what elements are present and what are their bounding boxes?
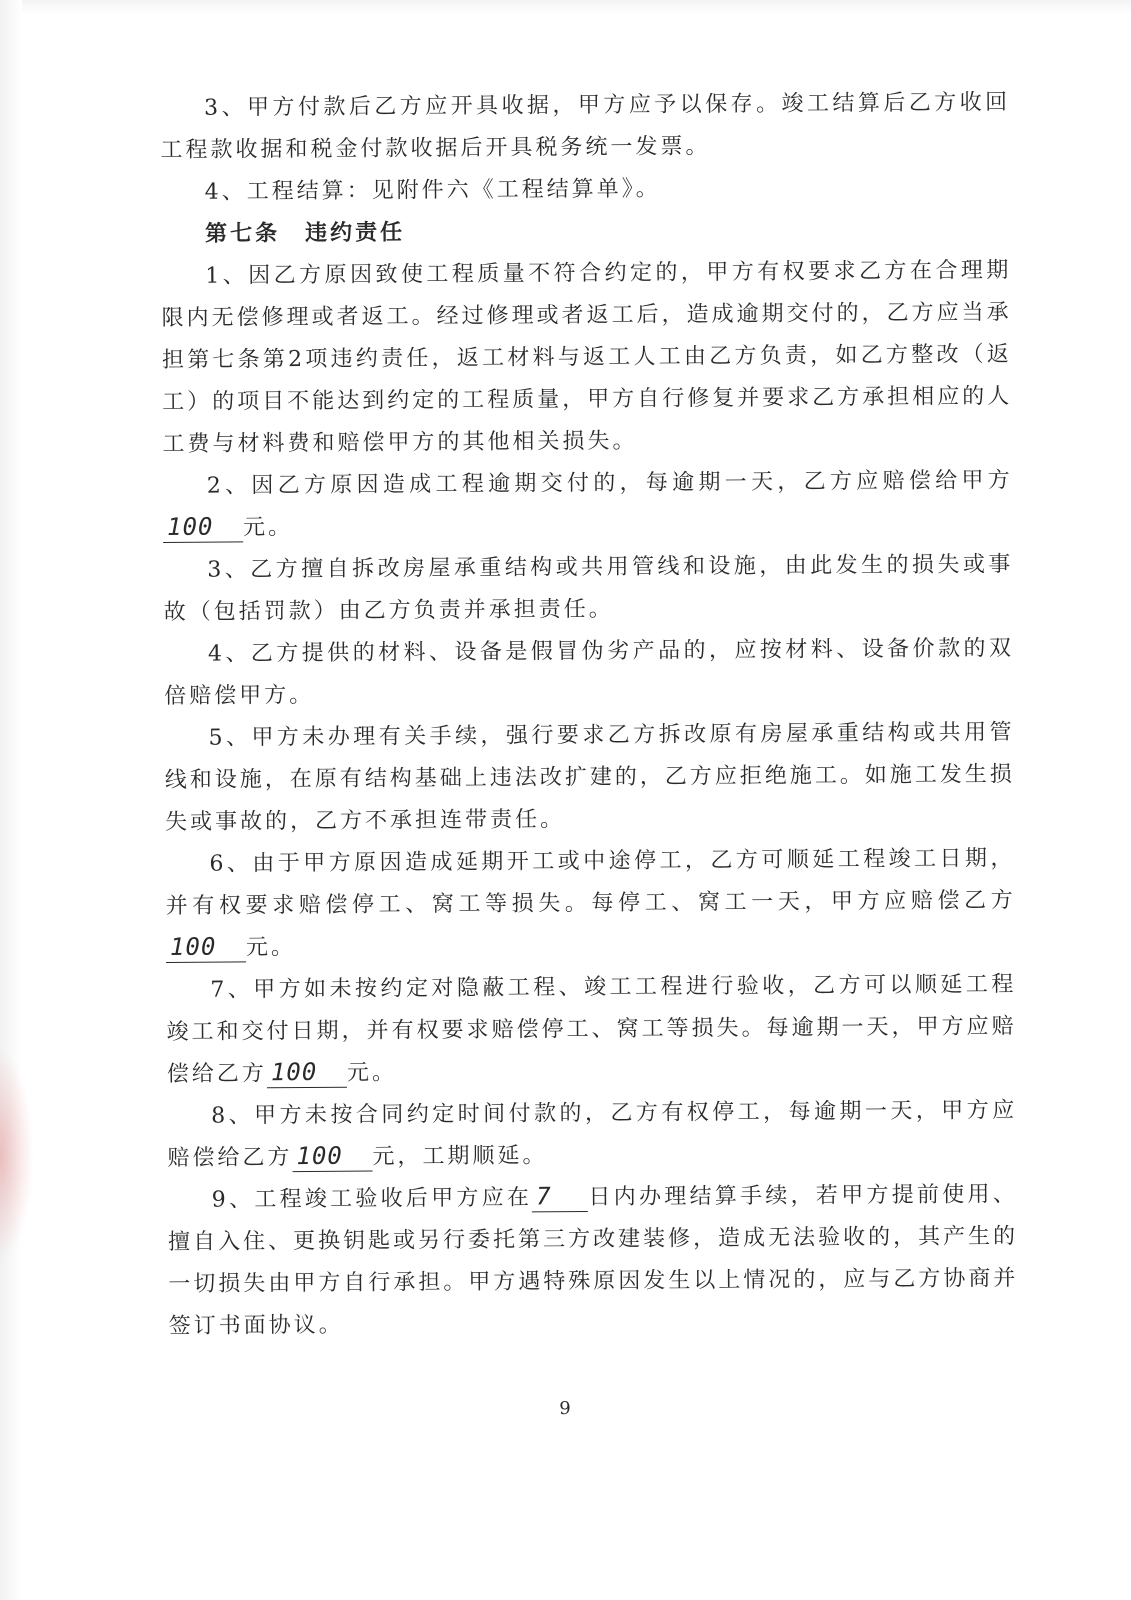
item-6-suffix: 元。 [245, 935, 297, 961]
item-7-text: 7、甲方如未按约定对隐蔽工程、竣工工程进行验收，乙方可以顺延工程竣工和交付日期，并有权要求赔偿停工、窝工等损失。每逾期一天，甲方应赔偿给乙方 [166, 972, 1017, 1087]
item-8-text: 8、甲方未按合同约定时间付款的，乙方有权停工，每逾期一天，甲方应赔偿给乙方 [167, 1098, 1018, 1171]
item-8-handwritten-amount: 100 [292, 1141, 372, 1173]
item-9-handwritten-days: 7 [532, 1181, 588, 1212]
item-9-text: 9、工程竣工验收后甲方应在 [211, 1185, 533, 1213]
item-8-suffix: 元，工期顺延。 [372, 1143, 548, 1170]
liability-item-4: 4、乙方提供的材料、设备是假冒伪劣产品的，应按材料、设备价款的双倍赔偿甲方。 [164, 636, 1015, 709]
item-2-handwritten-amount: 100 [163, 511, 243, 543]
liability-item-1: 1、因乙方原因致使工程质量不符合约定的，甲方有权要求乙方在合理期限内无偿修理或者返工。经过修理或者返工后，造成逾期交付的，乙方应当承担第七条第2项违约责任，返工材料与返工人工由乙方负责，如乙方整改（返工）的项目不能达到约定的工程质量，甲方自行修复并要求乙方承担相应的人工费与材料费和赔偿甲方的其他相关损失。 [161, 258, 1013, 457]
liability-item-8 [167, 1090, 1018, 1180]
item-2-suffix: 元。 [242, 515, 294, 541]
payment-receipt-clause: 3、甲方付款后乙方应开具收据，甲方应予以保存。竣工结算后乙方收回工程款收据和税金付款收据后开具税务统一发票。 [160, 90, 1011, 163]
article-seven-heading: 第七条 违约责任 [204, 220, 406, 247]
item-2-text: 2、因乙方原因造成工程逾期交付的，每逾期一天，乙方应赔偿给甲方 [206, 468, 1013, 499]
page-number: 9 [559, 1398, 572, 1419]
item-7-handwritten-amount: 100 [267, 1057, 347, 1089]
item-6-text: 6、由于甲方原因造成延期开工或中途停工，乙方可顺延工程竣工日期，并有权要求赔偿停工、窝工等损失。每停工、窝工一天，甲方应赔偿乙方 [165, 846, 1016, 919]
scan-top-edge [0, 0, 1131, 14]
item-9-suffix: 日内办理结算手续，若甲方提前使用、擅自入住、更换钥匙或另行委托第三方改建装修，造成无法验收的，其产生的一切损失由甲方自行承担。甲方遇特殊原因发生以上情况的，应与乙方协商并签订书面协议。 [167, 1182, 1019, 1339]
item-6-handwritten-amount: 100 [166, 931, 246, 963]
liability-item-3: 3、乙方擅自拆改房屋承重结构或共用管线和设施，由此发生的损失或事故（包括罚款）由乙方负责并承担责任。 [163, 552, 1014, 625]
liability-item-9 [168, 1174, 1019, 1348]
liability-item-5: 5、甲方未办理有关手续，强行要求乙方拆改原有房屋承重结构或共用管线和设施，在原有结构基础上违法改扩建的，乙方应拒绝施工。如施工发生损失或事故的，乙方不承担连带责任。 [164, 720, 1015, 835]
contract-page-body [160, 82, 1019, 1348]
settlement-clause: 4、工程结算：见附件六《工程结算单》。 [204, 176, 661, 205]
liability-item-2 [163, 460, 1014, 550]
scan-left-edge [0, 0, 22, 1600]
item-7-suffix: 元。 [346, 1060, 397, 1086]
liability-item-7 [166, 964, 1017, 1096]
red-seal-fragment [0, 1050, 34, 1260]
liability-item-6 [165, 838, 1016, 970]
